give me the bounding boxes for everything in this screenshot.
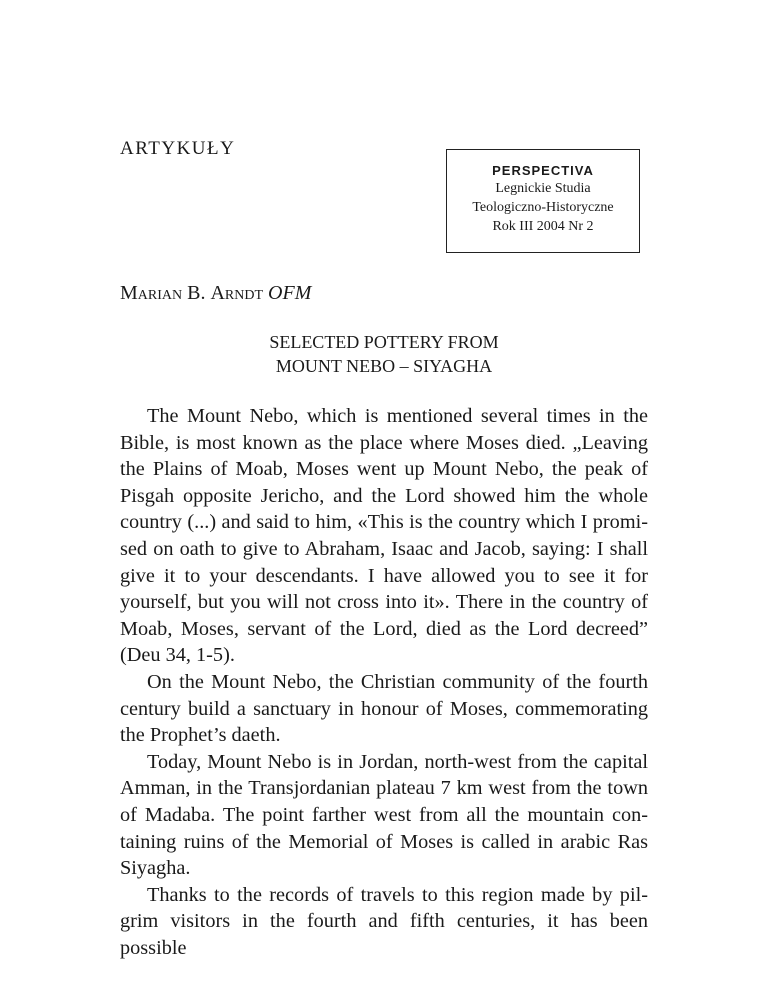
article-title bbox=[120, 330, 648, 378]
article-body bbox=[120, 403, 648, 961]
journal-name: PERSPECTIVA bbox=[492, 163, 594, 178]
author-initial: B. bbox=[187, 282, 206, 304]
title-line-2: MOUNT NEBO – SIYAGHA bbox=[275, 356, 493, 376]
body-paragraph-3: Today, Mount Nebo is in Jordan, north-west from the capital Amman, in the Transjordanian plateau 7 km west from the town of Madaba. The point farther west from all the mountain containing ruins of the Memorial of Moses is called in arabic Ras Siyagha. bbox=[120, 750, 648, 880]
author-last-name: Arndt bbox=[210, 282, 264, 304]
journal-subtitle-line-1: Legnickie Studia bbox=[495, 181, 591, 196]
journal-subtitle-line-2: Teologiczno-Historyczne bbox=[472, 200, 614, 215]
author-first-name: Marian bbox=[120, 282, 183, 304]
journal-issue-line: Rok III 2004 Nr 2 bbox=[492, 219, 594, 234]
article-author bbox=[120, 282, 311, 305]
journal-info-box bbox=[446, 149, 640, 253]
body-paragraph-2: On the Mount Nebo, the Christian community of the fourth century build a sanctuary in honour of Moses, commemorating the Prophet’s daeth. bbox=[120, 670, 648, 747]
section-label: ARTYKUŁY bbox=[120, 138, 236, 159]
body-paragraph-1: The Mount Nebo, which is mentioned several times in the Bible, is most known as the place where Moses died. „Leaving the Plains of Moab, Moses went up Mount Nebo, the peak of Pisgah opposite Jericho, and the Lord showed him the whole country (...) and said to him, «This is the country which I promised on oath to give to Abraham, Isaac and Jacob, saying: I shall give it to your descendants. I have allowed you to see it for yourself, but you will not cross into it». There in the country of Moab, Moses, servant of the Lord, died as the Lord decreed” (Deu 34, 1-5). bbox=[120, 405, 648, 667]
author-order: OFM bbox=[268, 282, 312, 304]
title-line-1: SELECTED POTTERY FROM bbox=[269, 332, 499, 352]
body-paragraph-4: Thanks to the records of travels to this region made by pilgrim visitors in the fourth and fifth centuries, it has been possible bbox=[120, 883, 648, 959]
